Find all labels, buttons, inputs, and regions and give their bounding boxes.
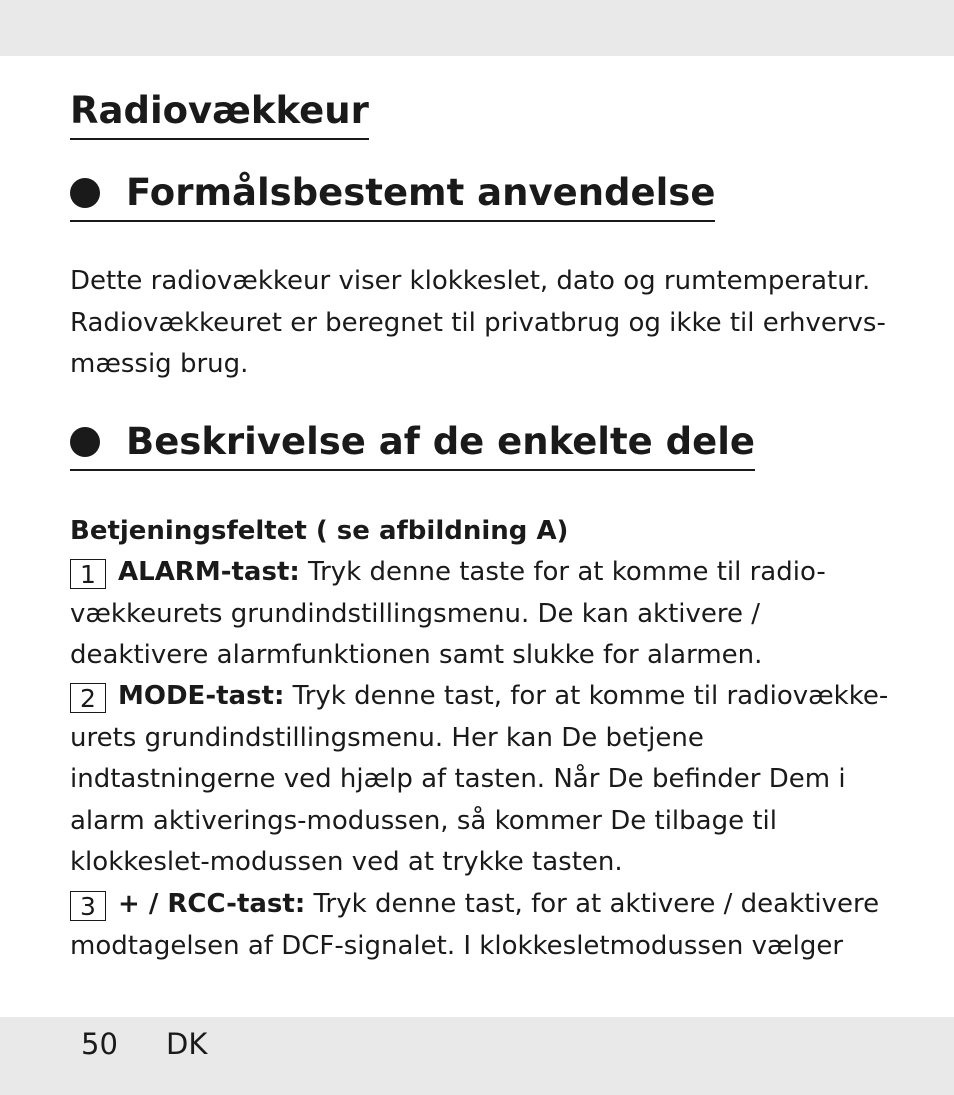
part-number-box: 3 <box>70 891 106 921</box>
part-label: MODE-tast: <box>118 681 285 711</box>
language-code: DK <box>166 1027 208 1061</box>
footer-band <box>0 1017 954 1095</box>
part-description: Tryk denne tast, for at komme til radiovække-urets grundindstillingsmenu. Her kan De betjene indtastningerne ved hjælp af tasten. Når De befinder Dem i alarm aktiverings-modussen, så kommer De tilbage til klokkeslet-modussen ved at trykke tasten. <box>70 681 889 877</box>
section-heading-text: Beskrivelse af de enkelte dele <box>126 420 755 463</box>
part-item-mode <box>70 676 890 884</box>
intended-use-paragraph: Dette radiovækkeur viser klokkeslet, dato og rumtemperatur. Radiovækkeuret er beregnet til privatbrug og ikke til erhvervs-mæssig brug. <box>70 266 886 379</box>
document-title: Radiovækkeur <box>70 88 369 140</box>
top-margin-band <box>0 0 954 56</box>
part-label: ALARM-tast: <box>118 557 300 587</box>
part-item-rcc <box>70 884 890 967</box>
bullet-icon <box>70 427 100 457</box>
section-heading-parts-description <box>70 419 755 471</box>
part-label: + / RCC-tast: <box>118 889 306 919</box>
part-description: Tryk denne taste for at komme til radio-vækkeurets grundindstillingsmenu. De kan aktivere / deaktivere alarmfunktionen samt slukke for alarmen. <box>70 557 826 670</box>
bullet-icon <box>70 178 100 208</box>
part-number-box: 1 <box>70 559 106 589</box>
section-heading-intended-use <box>70 170 715 222</box>
part-number-box: 2 <box>70 683 106 713</box>
control-panel-subheading: Betjeningsfeltet ( se afbildning A) <box>70 516 569 546</box>
page-number: 50 <box>81 1027 118 1061</box>
section-heading-text: Formålsbestemt anvendelse <box>126 171 716 214</box>
part-description: Tryk denne tast, for at aktivere / deaktivere modtagelsen af DCF-signalet. I klokkesletmodussen vælger <box>70 889 880 961</box>
part-item-alarm <box>70 552 890 677</box>
